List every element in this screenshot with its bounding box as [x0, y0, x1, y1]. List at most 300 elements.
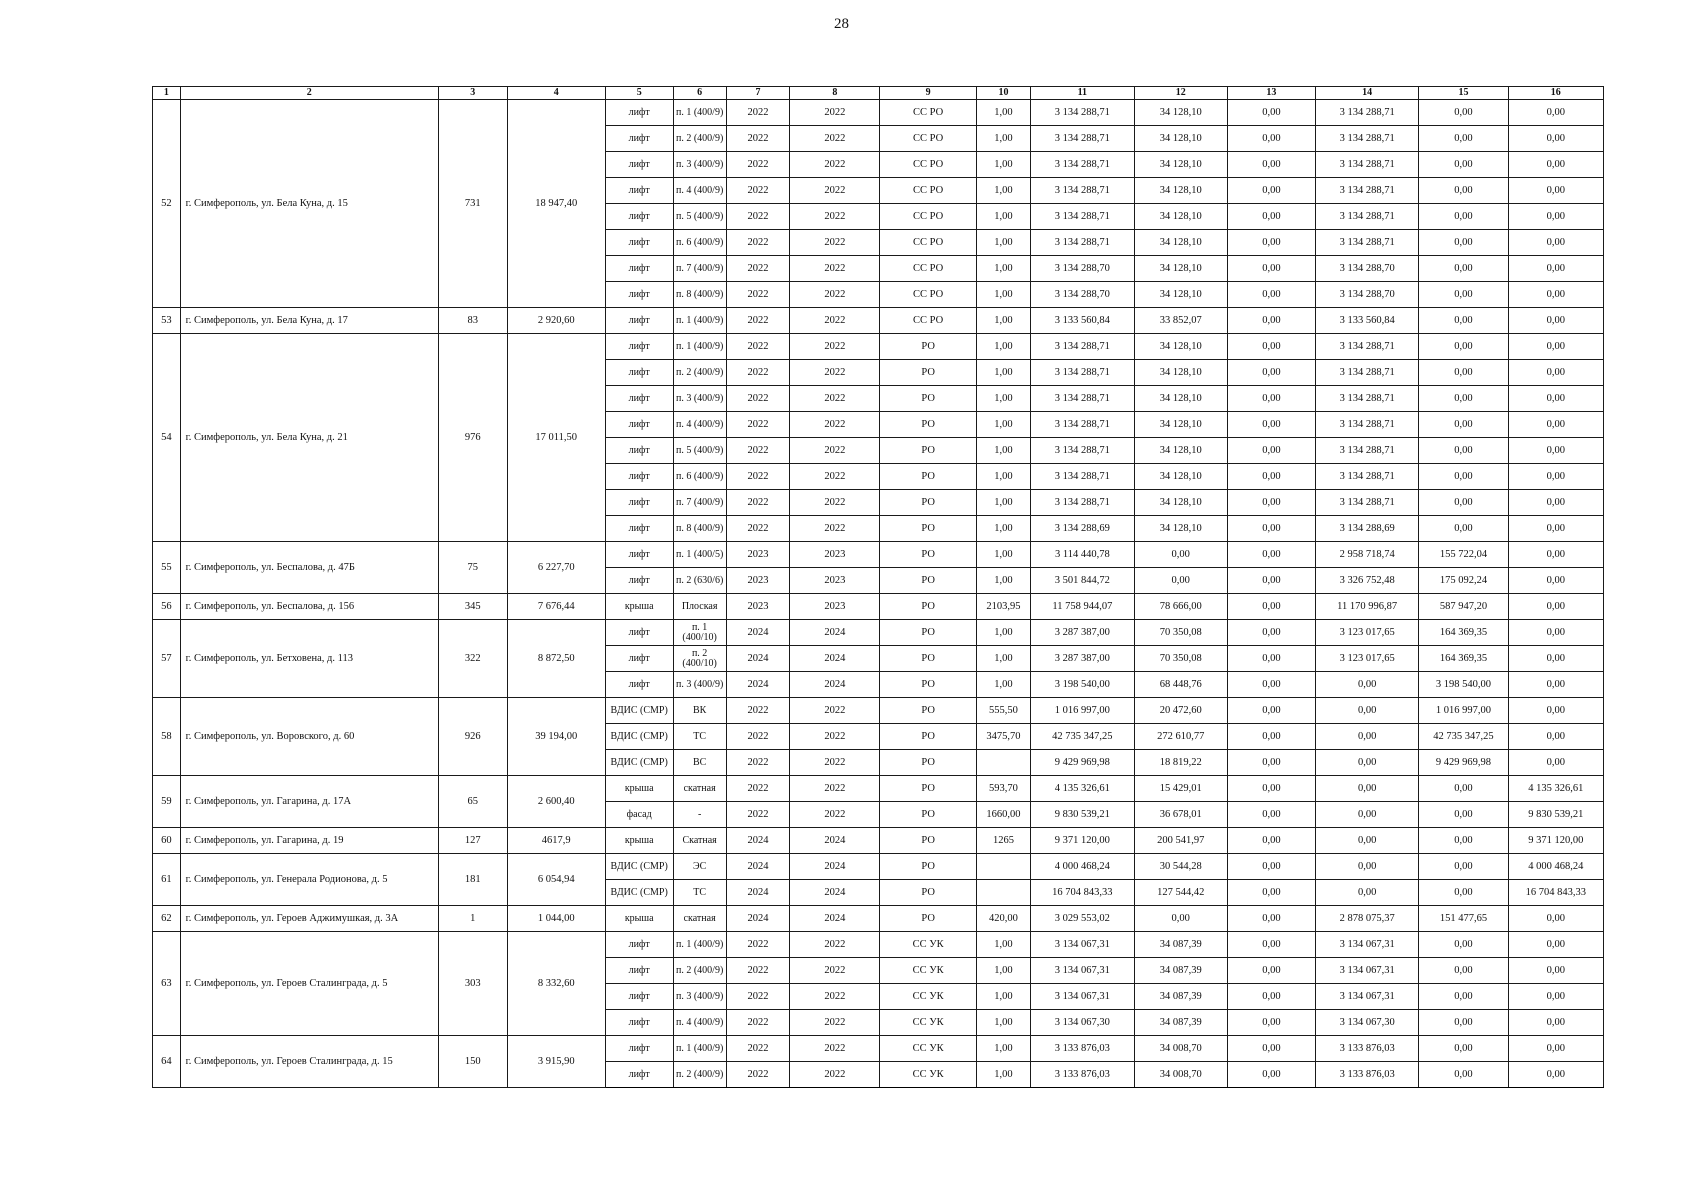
total-cost: 3 198 540,00 [1031, 672, 1134, 698]
total-cost: 3 134 288,71 [1031, 360, 1134, 386]
funds-fund: 0,00 [1315, 802, 1418, 828]
fund-method: СС РО [880, 282, 976, 308]
element-type: лифт [605, 126, 673, 152]
funds-subsidy: 0,00 [1419, 984, 1508, 1010]
plan-year-end: 2022 [790, 1036, 880, 1062]
element-type: лифт [605, 672, 673, 698]
total-cost: 4 135 326,61 [1031, 776, 1134, 802]
funds-subsidy: 0,00 [1419, 438, 1508, 464]
funds-other: 0,00 [1508, 308, 1603, 334]
plan-year-start: 2022 [726, 282, 790, 308]
volume: 1,00 [976, 984, 1030, 1010]
total-cost: 42 735 347,25 [1031, 724, 1134, 750]
funds-fund: 3 134 288,71 [1315, 438, 1418, 464]
total-cost: 3 134 288,71 [1031, 490, 1134, 516]
funds-other: 0,00 [1508, 412, 1603, 438]
volume: 1,00 [976, 1062, 1030, 1088]
funds-owners: 0,00 [1227, 178, 1315, 204]
plan-year-start: 2022 [726, 724, 790, 750]
plan-year-end: 2022 [790, 698, 880, 724]
element-type: ВДИС (СМР) [605, 698, 673, 724]
fund-method: РО [880, 464, 976, 490]
funds-owners: 0,00 [1227, 698, 1315, 724]
total-cost: 3 134 288,71 [1031, 204, 1134, 230]
fund-method: РО [880, 490, 976, 516]
total-cost: 3 134 067,30 [1031, 1010, 1134, 1036]
row-number: 54 [153, 334, 181, 542]
funds-other: 0,00 [1508, 152, 1603, 178]
plan-year-end: 2022 [790, 100, 880, 126]
house-address: г. Симферополь, ул. Героев Сталинграда, д. 5 [180, 932, 438, 1036]
fund-method: РО [880, 906, 976, 932]
row-number: 52 [153, 100, 181, 308]
fund-method: РО [880, 334, 976, 360]
total-cost: 3 501 844,72 [1031, 568, 1134, 594]
plan-year-end: 2022 [790, 750, 880, 776]
element-subtype: - [673, 802, 726, 828]
funds-subsidy: 155 722,04 [1419, 542, 1508, 568]
cost-per-unit: 34 087,39 [1134, 1010, 1227, 1036]
funds-subsidy: 0,00 [1419, 854, 1508, 880]
element-subtype: п. 7 (400/9) [673, 490, 726, 516]
volume: 2103,95 [976, 594, 1030, 620]
funds-other: 0,00 [1508, 958, 1603, 984]
cost-per-unit: 34 128,10 [1134, 438, 1227, 464]
column-number: 10 [976, 87, 1030, 100]
total-cost: 3 134 288,71 [1031, 438, 1134, 464]
plan-year-start: 2022 [726, 256, 790, 282]
funds-other: 0,00 [1508, 750, 1603, 776]
fund-method: СС РО [880, 204, 976, 230]
element-subtype: п. 1 (400/9) [673, 100, 726, 126]
funds-fund: 11 170 996,87 [1315, 594, 1418, 620]
element-subtype: п. 1 (400/9) [673, 1036, 726, 1062]
volume: 1,00 [976, 1036, 1030, 1062]
funds-subsidy: 587 947,20 [1419, 594, 1508, 620]
house-area: 6 227,70 [507, 542, 605, 594]
element-type: лифт [605, 568, 673, 594]
funds-other: 0,00 [1508, 620, 1603, 646]
fund-method: РО [880, 594, 976, 620]
element-subtype: скатная [673, 906, 726, 932]
fund-method: СС УК [880, 932, 976, 958]
funds-subsidy: 0,00 [1419, 412, 1508, 438]
table-row [153, 542, 1604, 568]
element-type: ВДИС (СМР) [605, 750, 673, 776]
element-type: лифт [605, 1062, 673, 1088]
total-cost: 3 134 288,71 [1031, 100, 1134, 126]
total-cost: 3 134 288,70 [1031, 282, 1134, 308]
fund-method: РО [880, 750, 976, 776]
element-type: фасад [605, 802, 673, 828]
plan-year-end: 2022 [790, 126, 880, 152]
cost-per-unit: 34 128,10 [1134, 178, 1227, 204]
cost-per-unit: 34 128,10 [1134, 100, 1227, 126]
house-address: г. Симферополь, ул. Воровского, д. 60 [180, 698, 438, 776]
element-subtype: п. 2 (400/10) [673, 646, 726, 672]
plan-year-start: 2022 [726, 152, 790, 178]
funds-owners: 0,00 [1227, 880, 1315, 906]
cost-per-unit: 18 819,22 [1134, 750, 1227, 776]
plan-year-end: 2022 [790, 178, 880, 204]
fund-method: СС УК [880, 984, 976, 1010]
funds-owners: 0,00 [1227, 906, 1315, 932]
funds-subsidy: 3 198 540,00 [1419, 672, 1508, 698]
fund-method: СС РО [880, 126, 976, 152]
element-type: лифт [605, 1036, 673, 1062]
apartments-count: 345 [438, 594, 507, 620]
element-type: лифт [605, 334, 673, 360]
cost-per-unit: 34 128,10 [1134, 334, 1227, 360]
fund-method: СС УК [880, 1010, 976, 1036]
volume: 1,00 [976, 1010, 1030, 1036]
fund-method: СС РО [880, 178, 976, 204]
plan-year-end: 2022 [790, 802, 880, 828]
column-number: 7 [726, 87, 790, 100]
fund-method: РО [880, 542, 976, 568]
funds-other: 0,00 [1508, 932, 1603, 958]
plan-year-end: 2022 [790, 1062, 880, 1088]
funds-owners: 0,00 [1227, 386, 1315, 412]
cost-per-unit: 34 128,10 [1134, 464, 1227, 490]
cost-per-unit: 272 610,77 [1134, 724, 1227, 750]
volume: 1,00 [976, 464, 1030, 490]
table-row [153, 1036, 1604, 1062]
funds-fund: 3 123 017,65 [1315, 646, 1418, 672]
funds-fund: 3 134 288,71 [1315, 204, 1418, 230]
funds-owners: 0,00 [1227, 1036, 1315, 1062]
plan-year-end: 2022 [790, 256, 880, 282]
element-subtype: п. 1 (400/9) [673, 932, 726, 958]
volume: 1,00 [976, 490, 1030, 516]
funds-fund: 0,00 [1315, 854, 1418, 880]
funds-fund: 0,00 [1315, 750, 1418, 776]
funds-fund: 0,00 [1315, 724, 1418, 750]
element-type: лифт [605, 1010, 673, 1036]
plan-year-end: 2022 [790, 516, 880, 542]
cost-per-unit: 34 128,10 [1134, 516, 1227, 542]
cost-per-unit: 34 008,70 [1134, 1062, 1227, 1088]
funds-owners: 0,00 [1227, 230, 1315, 256]
apartments-count: 303 [438, 932, 507, 1036]
funds-other: 0,00 [1508, 1010, 1603, 1036]
fund-method: РО [880, 620, 976, 646]
funds-subsidy: 0,00 [1419, 308, 1508, 334]
funds-subsidy: 0,00 [1419, 152, 1508, 178]
total-cost: 11 758 944,07 [1031, 594, 1134, 620]
plan-year-end: 2022 [790, 490, 880, 516]
funds-fund: 3 134 288,71 [1315, 334, 1418, 360]
funds-fund: 3 134 067,31 [1315, 932, 1418, 958]
total-cost: 3 134 288,71 [1031, 464, 1134, 490]
volume: 1,00 [976, 516, 1030, 542]
funds-subsidy: 0,00 [1419, 230, 1508, 256]
funds-other: 0,00 [1508, 698, 1603, 724]
funds-other: 0,00 [1508, 1036, 1603, 1062]
apartments-count: 926 [438, 698, 507, 776]
funds-subsidy: 0,00 [1419, 1010, 1508, 1036]
plan-year-end: 2022 [790, 776, 880, 802]
cost-per-unit: 34 128,10 [1134, 230, 1227, 256]
total-cost: 3 134 288,71 [1031, 126, 1134, 152]
apartments-count: 75 [438, 542, 507, 594]
apartments-count: 83 [438, 308, 507, 334]
funds-fund: 3 134 288,71 [1315, 230, 1418, 256]
row-number: 56 [153, 594, 181, 620]
volume: 1660,00 [976, 802, 1030, 828]
element-subtype: п. 8 (400/9) [673, 516, 726, 542]
plan-year-start: 2022 [726, 802, 790, 828]
element-type: крыша [605, 776, 673, 802]
volume: 1,00 [976, 360, 1030, 386]
funds-other: 0,00 [1508, 334, 1603, 360]
funds-subsidy: 0,00 [1419, 334, 1508, 360]
fund-method: РО [880, 854, 976, 880]
funds-owners: 0,00 [1227, 724, 1315, 750]
volume: 555,50 [976, 698, 1030, 724]
cost-per-unit: 34 128,10 [1134, 126, 1227, 152]
fund-method: РО [880, 724, 976, 750]
plan-year-start: 2022 [726, 412, 790, 438]
total-cost: 4 000 468,24 [1031, 854, 1134, 880]
volume: 1,00 [976, 958, 1030, 984]
funds-owners: 0,00 [1227, 152, 1315, 178]
element-type: лифт [605, 932, 673, 958]
funds-owners: 0,00 [1227, 1010, 1315, 1036]
funds-owners: 0,00 [1227, 1062, 1315, 1088]
cost-per-unit: 127 544,42 [1134, 880, 1227, 906]
table-row [153, 932, 1604, 958]
total-cost: 3 133 876,03 [1031, 1036, 1134, 1062]
plan-year-start: 2022 [726, 698, 790, 724]
fund-method: РО [880, 672, 976, 698]
fund-method: РО [880, 360, 976, 386]
house-address: г. Симферополь, ул. Гагарина, д. 17А [180, 776, 438, 828]
column-number: 15 [1419, 87, 1508, 100]
row-number: 63 [153, 932, 181, 1036]
volume: 1,00 [976, 230, 1030, 256]
element-subtype: п. 3 (400/9) [673, 386, 726, 412]
row-number: 57 [153, 620, 181, 698]
table-row [153, 308, 1604, 334]
apartments-count: 181 [438, 854, 507, 906]
house-area: 18 947,40 [507, 100, 605, 308]
funds-fund: 0,00 [1315, 672, 1418, 698]
house-area: 1 044,00 [507, 906, 605, 932]
plan-year-start: 2022 [726, 932, 790, 958]
plan-year-end: 2022 [790, 438, 880, 464]
house-address: г. Симферополь, ул. Гагарина, д. 19 [180, 828, 438, 854]
column-number: 8 [790, 87, 880, 100]
plan-year-end: 2024 [790, 854, 880, 880]
table-row [153, 828, 1604, 854]
house-area: 7 676,44 [507, 594, 605, 620]
element-subtype: п. 3 (400/9) [673, 672, 726, 698]
funds-owners: 0,00 [1227, 516, 1315, 542]
funds-other: 0,00 [1508, 672, 1603, 698]
total-cost: 3 134 067,31 [1031, 984, 1134, 1010]
element-type: лифт [605, 282, 673, 308]
total-cost: 3 134 067,31 [1031, 932, 1134, 958]
funds-fund: 0,00 [1315, 828, 1418, 854]
house-area: 2 600,40 [507, 776, 605, 828]
volume: 1,00 [976, 334, 1030, 360]
funds-owners: 0,00 [1227, 308, 1315, 334]
plan-year-start: 2022 [726, 1036, 790, 1062]
funds-fund: 2 878 075,37 [1315, 906, 1418, 932]
plan-year-start: 2022 [726, 308, 790, 334]
table-body [153, 87, 1604, 1088]
volume: 1,00 [976, 178, 1030, 204]
fund-method: РО [880, 880, 976, 906]
funds-fund: 3 134 288,70 [1315, 256, 1418, 282]
element-subtype: ТС [673, 880, 726, 906]
total-cost: 3 133 560,84 [1031, 308, 1134, 334]
element-type: лифт [605, 958, 673, 984]
table-row [153, 594, 1604, 620]
volume: 593,70 [976, 776, 1030, 802]
plan-year-start: 2022 [726, 334, 790, 360]
plan-year-start: 2022 [726, 516, 790, 542]
total-cost: 3 134 288,71 [1031, 386, 1134, 412]
plan-year-start: 2022 [726, 386, 790, 412]
total-cost: 16 704 843,33 [1031, 880, 1134, 906]
fund-method: СС УК [880, 1036, 976, 1062]
element-subtype: ВС [673, 750, 726, 776]
plan-year-start: 2022 [726, 464, 790, 490]
element-subtype: п. 1 (400/9) [673, 334, 726, 360]
table-row [153, 334, 1604, 360]
funds-owners: 0,00 [1227, 750, 1315, 776]
column-number: 3 [438, 87, 507, 100]
funds-other: 0,00 [1508, 126, 1603, 152]
row-number: 58 [153, 698, 181, 776]
funds-subsidy: 0,00 [1419, 100, 1508, 126]
capital-repair-table [152, 86, 1604, 1088]
funds-other: 0,00 [1508, 386, 1603, 412]
funds-subsidy: 0,00 [1419, 256, 1508, 282]
plan-year-end: 2022 [790, 958, 880, 984]
funds-fund: 3 326 752,48 [1315, 568, 1418, 594]
element-subtype: п. 2 (400/9) [673, 958, 726, 984]
funds-owners: 0,00 [1227, 828, 1315, 854]
funds-owners: 0,00 [1227, 256, 1315, 282]
column-number: 1 [153, 87, 181, 100]
apartments-count: 150 [438, 1036, 507, 1088]
column-number: 16 [1508, 87, 1603, 100]
volume [976, 880, 1030, 906]
element-subtype: п. 6 (400/9) [673, 230, 726, 256]
row-number: 64 [153, 1036, 181, 1088]
cost-per-unit: 34 008,70 [1134, 1036, 1227, 1062]
cost-per-unit: 0,00 [1134, 542, 1227, 568]
cost-per-unit: 34 128,10 [1134, 152, 1227, 178]
element-subtype: п. 2 (400/9) [673, 126, 726, 152]
funds-subsidy: 0,00 [1419, 386, 1508, 412]
plan-year-end: 2023 [790, 568, 880, 594]
fund-method: СС РО [880, 230, 976, 256]
total-cost: 3 134 288,71 [1031, 412, 1134, 438]
house-address: г. Симферополь, ул. Бела Куна, д. 21 [180, 334, 438, 542]
fund-method: РО [880, 776, 976, 802]
plan-year-end: 2024 [790, 620, 880, 646]
element-subtype: п. 2 (400/9) [673, 360, 726, 386]
plan-year-start: 2022 [726, 230, 790, 256]
plan-year-end: 2023 [790, 542, 880, 568]
funds-owners: 0,00 [1227, 594, 1315, 620]
volume: 1,00 [976, 646, 1030, 672]
funds-other: 9 371 120,00 [1508, 828, 1603, 854]
element-type: лифт [605, 152, 673, 178]
column-number: 9 [880, 87, 976, 100]
funds-fund: 3 134 288,71 [1315, 490, 1418, 516]
fund-method: СС УК [880, 1062, 976, 1088]
fund-method: РО [880, 802, 976, 828]
funds-other: 0,00 [1508, 568, 1603, 594]
house-area: 2 920,60 [507, 308, 605, 334]
cost-per-unit: 30 544,28 [1134, 854, 1227, 880]
plan-year-start: 2024 [726, 880, 790, 906]
element-type: лифт [605, 984, 673, 1010]
funds-fund: 3 134 288,70 [1315, 282, 1418, 308]
column-number: 14 [1315, 87, 1418, 100]
house-area: 39 194,00 [507, 698, 605, 776]
element-type: лифт [605, 230, 673, 256]
element-subtype: п. 2 (400/9) [673, 1062, 726, 1088]
cost-per-unit: 34 128,10 [1134, 256, 1227, 282]
funds-fund: 3 134 288,71 [1315, 464, 1418, 490]
plan-year-start: 2022 [726, 1062, 790, 1088]
funds-owners: 0,00 [1227, 542, 1315, 568]
funds-other: 0,00 [1508, 594, 1603, 620]
funds-fund: 3 134 288,71 [1315, 360, 1418, 386]
row-number: 61 [153, 854, 181, 906]
cost-per-unit: 0,00 [1134, 568, 1227, 594]
funds-owners: 0,00 [1227, 958, 1315, 984]
volume: 3475,70 [976, 724, 1030, 750]
element-type: лифт [605, 204, 673, 230]
plan-year-start: 2022 [726, 958, 790, 984]
element-subtype: ТС [673, 724, 726, 750]
plan-year-end: 2022 [790, 282, 880, 308]
apartments-count: 65 [438, 776, 507, 828]
cost-per-unit: 78 666,00 [1134, 594, 1227, 620]
element-subtype: ЭС [673, 854, 726, 880]
funds-subsidy: 0,00 [1419, 1062, 1508, 1088]
plan-year-start: 2024 [726, 646, 790, 672]
funds-owners: 0,00 [1227, 100, 1315, 126]
house-area: 17 011,50 [507, 334, 605, 542]
element-subtype: ВК [673, 698, 726, 724]
cost-per-unit: 34 087,39 [1134, 984, 1227, 1010]
funds-subsidy: 0,00 [1419, 360, 1508, 386]
volume: 1,00 [976, 204, 1030, 230]
element-type: лифт [605, 438, 673, 464]
plan-year-start: 2024 [726, 906, 790, 932]
funds-subsidy: 0,00 [1419, 828, 1508, 854]
column-number: 6 [673, 87, 726, 100]
funds-fund: 3 134 067,30 [1315, 1010, 1418, 1036]
cost-per-unit: 200 541,97 [1134, 828, 1227, 854]
element-type: лифт [605, 542, 673, 568]
plan-year-end: 2022 [790, 724, 880, 750]
plan-year-end: 2023 [790, 594, 880, 620]
house-area: 8 332,60 [507, 932, 605, 1036]
element-subtype: п. 4 (400/9) [673, 178, 726, 204]
element-subtype: п. 5 (400/9) [673, 204, 726, 230]
plan-year-end: 2024 [790, 672, 880, 698]
funds-subsidy: 175 092,24 [1419, 568, 1508, 594]
